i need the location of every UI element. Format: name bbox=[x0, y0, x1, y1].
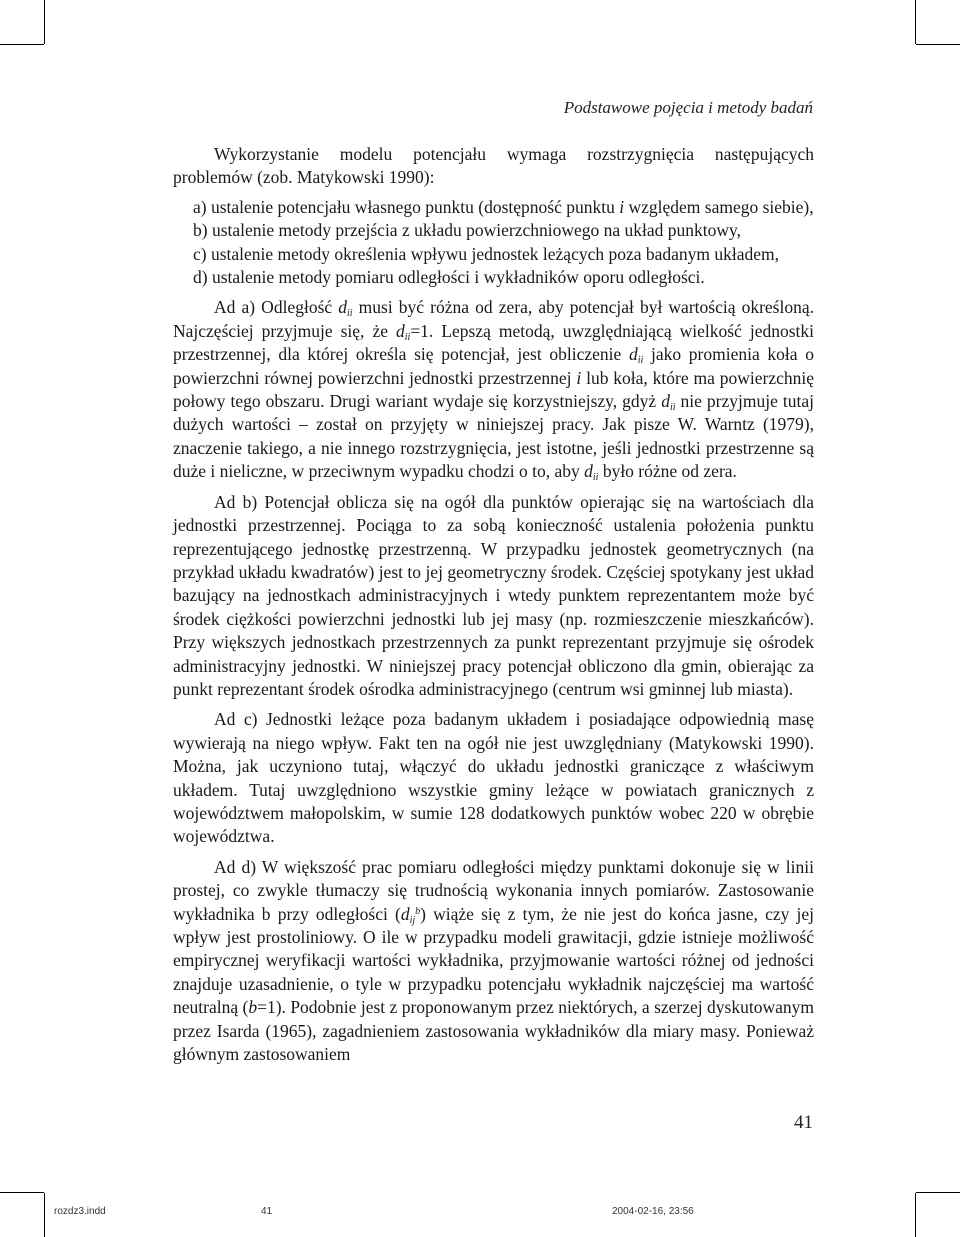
list-item-a: a) ustalenie potencjału własnego punktu (dostępność punktu i względem samego siebie), bbox=[193, 196, 814, 217]
paragraph-ad-a: Ad a) Odległość $d_{ii}$ musi być różna od zera, aby potencjał był wartością określoną. Najczęściej przyjmuje się, że $d_{ii}=1$. Lepszą metodą, uwzględniającą wielkość jednostki przestrzennej, dla której określa się potencjał, jest obliczenie $d_{ii}$ jako promienia koła o powierzchni równej powierzchni jednostki przestrzennej i lub koła, które ma powierzchnię połowy tego obszaru. Drugi wariant wydaje się korzystniejszy, gdyż $d_{ii}$ nie przyjmuje tutaj dużych wartości – został on przyjęty w niniejszej pracy. Jak pisze W. Warntz (1979), znaczenie takiego, a nie innego rozstrzygnięcia, jest istotne, jeśli jednostki przestrzenne są duże i nieliczne, w przeciwnym wypadku chodzi o to, aby $d_{ii}$ było różne od zera. bbox=[173, 297, 815, 484]
problem-list bbox=[173, 196, 814, 290]
crop-mark-top-right-h bbox=[916, 44, 960, 45]
crop-mark-bottom-right-v bbox=[915, 1193, 916, 1237]
crop-mark-top-right-v bbox=[915, 0, 916, 44]
crop-mark-bottom-right-h bbox=[916, 1192, 960, 1193]
list-item-d: d) ustalenie metody pomiaru odległości i wykładników oporu odległości. bbox=[193, 267, 705, 288]
crop-mark-top-left-v bbox=[44, 0, 45, 44]
running-header: Podstawowe pojęcia i metody badań bbox=[563, 98, 813, 117]
crop-mark-top-left-h bbox=[0, 44, 44, 45]
paragraph-ad-d: Ad d) W większość prac pomiaru odległości między punktami dokonuje się w linii prostej, co zwykle tłumaczy się trudnością wykonania innych pomiarów. Zastosowanie wykładnika b przy odległości $(d_{ij}^b)$ wiąże się z tym, że nie jest do końca jasne, czy jej wpływ jest prostoliniowy. O ile w przypadku modeli grawitacji, gdzie istnieje możliwość empirycznej weryfikacji wartości wykładnika, przyjmowanie wartości różnej od jedności znajduje uzasadnienie, o tyle w przypadku potencjału wykładnik najczęściej ma wartość neutralną (b=1). Podobnie jest z proponowanym przez niektórych, a szerzej dyskutowanym przez Isarda (1965), zagadnieniem zastosowania wykładników dla miary masy. Ponieważ głównym zastosowaniem bbox=[173, 856, 814, 1065]
crop-mark-bottom-left-h bbox=[0, 1192, 44, 1193]
page-body bbox=[173, 143, 814, 1073]
list-item-c: c) ustalenie metody określenia wpływu jednostek leżących poza badanym układem, bbox=[193, 243, 780, 264]
page-number: 41 bbox=[794, 1112, 813, 1133]
crop-mark-bottom-left-v bbox=[44, 1193, 45, 1237]
paragraph-ad-c: Ad c) Jednostki leżące poza badanym układem i posiadające odpowiednią masę wywierają na niego wpływ. Fakt ten na ogół nie jest uwzględniany (Matykowski 1990). Można, jak uczyniono tutaj, włączyć do układu jednostki graniczące z właściwym układem. Tutaj uwzględniono wszystkie gminy leżące w powiatach granicznych z województwem małopolskim, w sumie 128 dodatkowych punktów wobec 220 w obrębie województwa. bbox=[173, 709, 814, 847]
paragraph-ad-b: Ad b) Potencjał oblicza się na ogół dla punktów opierając się na wartościach dla jednostki przestrzennej. Pociąga to za sobą konieczność ustalenia położenia punktu reprezentującego jednostkę przestrzenną. W przypadku jednostek geometrycznych (na przykład układu kwadratów) jest to jej geometryczny środek. Częściej spotykany jest układ bazujący na jednostkach administracyjnych i wtedy punktem reprezentantem może być środek ciężkości powierzchni jednostki lub jej masy (np. rozmieszczenie mieszkańców). Przy większych jednostkach przestrzennych za punkt reprezentant przyjmuje się ośrodek administracyjny jednostki. W niniejszej pracy potencjał obliczono dla gmin, obierając za punkt reprezentant środek ośrodka administracyjnego (centrum wsi gminnej lub miasta). bbox=[173, 491, 814, 699]
intro-paragraph: Wykorzystanie modelu potencjału wymaga rozstrzygnięcia następujących problemów (zob. Matykowski 1990): bbox=[173, 144, 814, 188]
slug-timestamp: 2004-02-16, 23:56 bbox=[612, 1206, 694, 1217]
slug-filename: rozdz3.indd bbox=[54, 1206, 106, 1217]
list-item-b: b) ustalenie metody przejścia z układu powierzchniowego na układ punktowy, bbox=[193, 220, 742, 241]
slug-page: 41 bbox=[261, 1206, 273, 1217]
